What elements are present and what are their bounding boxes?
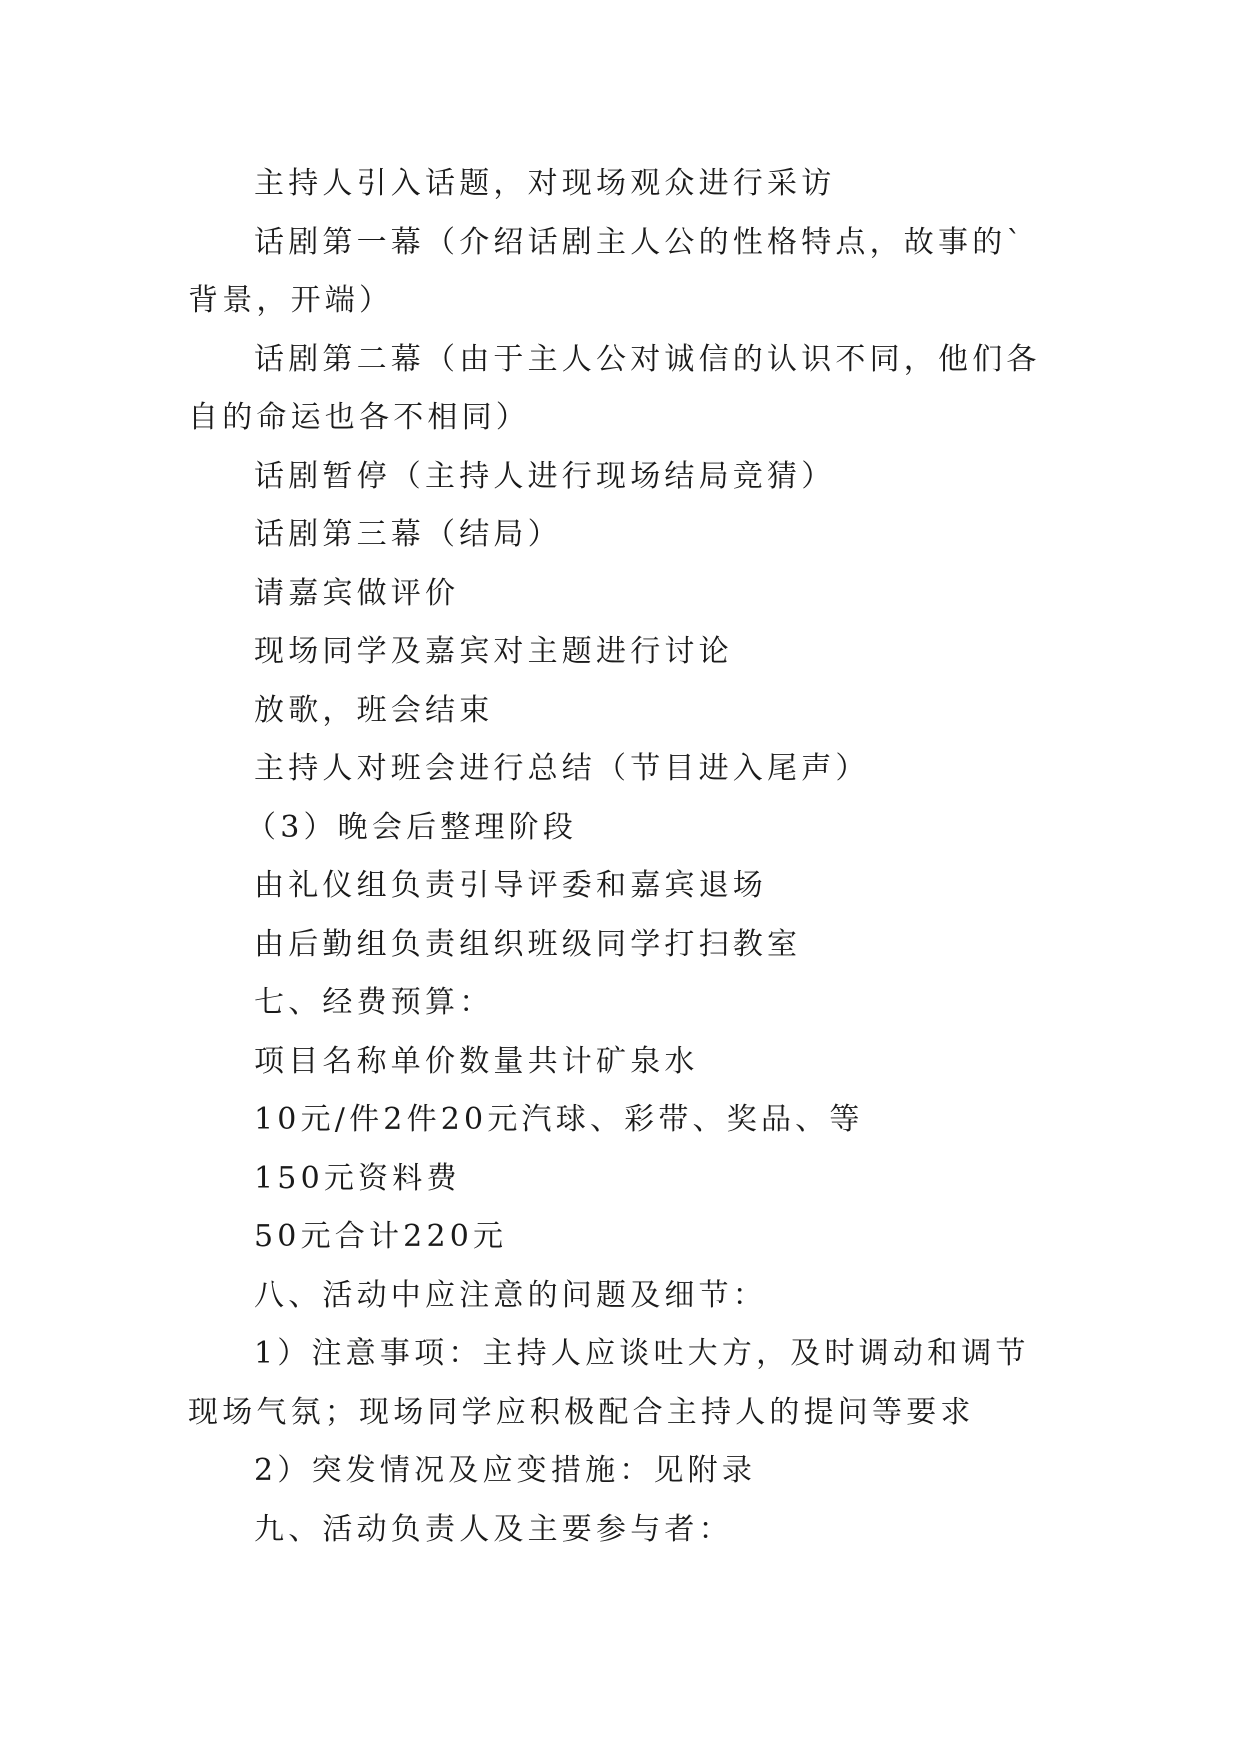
paragraph-post-event-heading: （3）晚会后整理阶段 <box>246 809 578 845</box>
paragraph-act-three: 话剧第三幕（结局） <box>254 517 562 552</box>
budget-line-materials: 150元资料费 <box>254 1160 461 1196</box>
paragraph-notes-item-2: 2）突发情况及应变措施：见附录 <box>254 1453 757 1488</box>
paragraph-discussion: 现场同学及嘉宾对主题进行讨论 <box>254 634 733 669</box>
paragraph-act-one: 话剧第一幕（介绍话剧主人公的性格特点，故事的`背景，开端） <box>188 224 1026 318</box>
paragraph-etiquette-team: 由礼仪组负责引导评委和嘉宾退场 <box>254 868 767 903</box>
paragraph-play-pause: 话剧暂停（主持人进行现场结局竞猜） <box>254 458 836 494</box>
document-body <box>188 155 1058 1559</box>
budget-line-total: 50元合计220元 <box>254 1219 508 1254</box>
paragraph-act-two: 话剧第二幕（由于主人公对诚信的认识不同，他们各自的命运也各不相同） <box>188 341 1041 435</box>
budget-line-water: 10元/件2件20元汽球、彩带、奖品、等 <box>254 1102 864 1137</box>
budget-line-header: 项目名称单价数量共计矿泉水 <box>254 1043 699 1079</box>
section-heading-budget: 七、经费预算： <box>254 985 494 1020</box>
section-heading-notes: 八、活动中应注意的问题及细节： <box>254 1277 767 1313</box>
section-heading-organizers: 九、活动负责人及主要参与者： <box>254 1511 733 1547</box>
paragraph-notes-item-1: 1）注意事项：主持人应谈吐大方，及时调动和调节现场气氛；现场同学应积极配合主持人的提问等要求 <box>188 1336 1030 1430</box>
paragraph-logistics-team: 由后勤组负责组织班级同学打扫教室 <box>254 926 802 962</box>
paragraph-song-end: 放歌，班会结束 <box>254 692 494 728</box>
paragraph-host-summary: 主持人对班会进行总结（节目进入尾声） <box>254 751 870 786</box>
paragraph-host-intro: 主持人引入话题，对现场观众进行采访 <box>254 166 836 201</box>
paragraph-guest-review: 请嘉宾做评价 <box>254 575 460 611</box>
